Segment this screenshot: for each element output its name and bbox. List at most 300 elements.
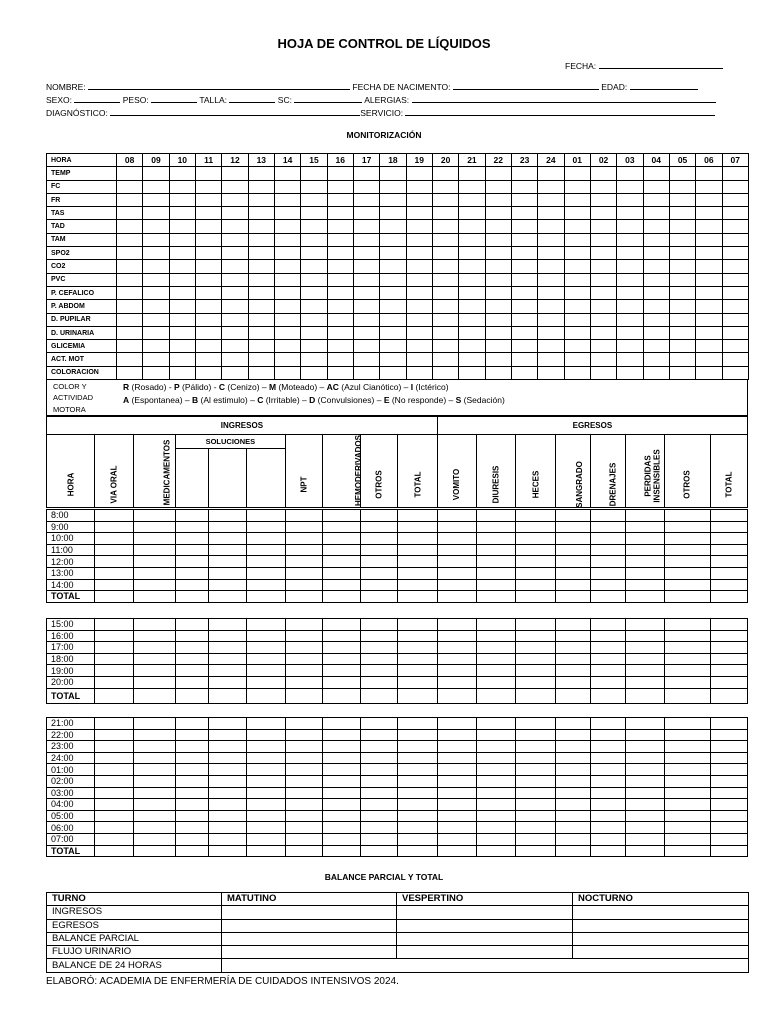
fluid-cell[interactable] bbox=[208, 833, 246, 845]
fluid-cell[interactable] bbox=[286, 822, 323, 834]
fluid-cell[interactable] bbox=[134, 822, 175, 834]
fluid-cell[interactable] bbox=[95, 822, 134, 834]
fluid-cell[interactable] bbox=[134, 642, 175, 654]
fluid-cell[interactable] bbox=[361, 567, 398, 579]
fluid-cell[interactable] bbox=[664, 579, 710, 591]
monitor-cell[interactable] bbox=[643, 220, 669, 233]
fluid-cell[interactable] bbox=[477, 718, 516, 730]
monitor-cell[interactable] bbox=[169, 300, 195, 313]
fluid-cell[interactable] bbox=[516, 833, 555, 845]
monitor-cell[interactable] bbox=[617, 353, 643, 366]
total-cell[interactable] bbox=[710, 591, 747, 603]
monitor-cell[interactable] bbox=[590, 340, 616, 353]
fluid-cell[interactable] bbox=[398, 653, 437, 665]
fluid-cell[interactable] bbox=[664, 718, 710, 730]
monitor-cell[interactable] bbox=[511, 313, 537, 326]
monitor-cell[interactable] bbox=[459, 220, 485, 233]
fluid-cell[interactable] bbox=[664, 521, 710, 533]
monitor-cell[interactable] bbox=[117, 326, 143, 339]
monitor-cell[interactable] bbox=[511, 340, 537, 353]
monitor-cell[interactable] bbox=[117, 273, 143, 286]
fluid-cell[interactable] bbox=[286, 567, 323, 579]
monitor-cell[interactable] bbox=[669, 247, 695, 260]
fluid-cell[interactable] bbox=[664, 676, 710, 688]
fluid-cell[interactable] bbox=[361, 521, 398, 533]
monitor-cell[interactable] bbox=[564, 193, 590, 206]
fluid-cell[interactable] bbox=[361, 556, 398, 568]
monitor-cell[interactable] bbox=[406, 326, 432, 339]
total-cell[interactable] bbox=[95, 845, 134, 857]
total-cell[interactable] bbox=[361, 845, 398, 857]
monitor-cell[interactable] bbox=[406, 220, 432, 233]
monitor-cell[interactable] bbox=[327, 340, 353, 353]
monitor-cell[interactable] bbox=[169, 260, 195, 273]
fluid-cell[interactable] bbox=[323, 630, 361, 642]
monitor-cell[interactable] bbox=[327, 286, 353, 299]
monitor-cell[interactable] bbox=[459, 233, 485, 246]
fluid-cell[interactable] bbox=[323, 510, 361, 522]
monitor-cell[interactable] bbox=[564, 247, 590, 260]
monitor-cell[interactable] bbox=[353, 300, 379, 313]
monitor-cell[interactable] bbox=[459, 353, 485, 366]
fluid-cell[interactable] bbox=[246, 619, 285, 631]
monitor-cell[interactable] bbox=[406, 193, 432, 206]
monitor-cell[interactable] bbox=[274, 340, 300, 353]
fluid-cell[interactable] bbox=[664, 665, 710, 677]
monitor-cell[interactable] bbox=[274, 313, 300, 326]
monitor-cell[interactable] bbox=[432, 326, 458, 339]
monitor-cell[interactable] bbox=[722, 233, 748, 246]
monitor-cell[interactable] bbox=[538, 193, 564, 206]
monitor-cell[interactable] bbox=[169, 366, 195, 379]
fluid-cell[interactable] bbox=[95, 556, 134, 568]
monitor-cell[interactable] bbox=[169, 220, 195, 233]
monitor-cell[interactable] bbox=[406, 313, 432, 326]
monitor-cell[interactable] bbox=[459, 193, 485, 206]
monitor-cell[interactable] bbox=[590, 220, 616, 233]
fluid-cell[interactable] bbox=[555, 619, 590, 631]
fluid-cell[interactable] bbox=[516, 556, 555, 568]
monitor-cell[interactable] bbox=[722, 326, 748, 339]
fluid-cell[interactable] bbox=[625, 729, 664, 741]
monitor-cell[interactable] bbox=[222, 286, 248, 299]
fluid-cell[interactable] bbox=[323, 642, 361, 654]
fluid-cell[interactable] bbox=[175, 775, 208, 787]
monitor-cell[interactable] bbox=[643, 286, 669, 299]
monitor-cell[interactable] bbox=[327, 193, 353, 206]
fluid-cell[interactable] bbox=[590, 718, 625, 730]
fluid-cell[interactable] bbox=[286, 579, 323, 591]
fluid-cell[interactable] bbox=[477, 533, 516, 545]
monitor-cell[interactable] bbox=[169, 167, 195, 180]
monitor-cell[interactable] bbox=[722, 353, 748, 366]
monitor-cell[interactable] bbox=[511, 260, 537, 273]
monitor-cell[interactable] bbox=[327, 353, 353, 366]
monitor-cell[interactable] bbox=[669, 193, 695, 206]
fluid-cell[interactable] bbox=[208, 533, 246, 545]
monitor-cell[interactable] bbox=[248, 353, 274, 366]
balance-cell[interactable] bbox=[573, 946, 749, 959]
fluid-cell[interactable] bbox=[246, 799, 285, 811]
monitor-cell[interactable] bbox=[117, 233, 143, 246]
monitor-cell[interactable] bbox=[301, 220, 327, 233]
monitor-cell[interactable] bbox=[301, 353, 327, 366]
fluid-cell[interactable] bbox=[361, 787, 398, 799]
fluid-cell[interactable] bbox=[477, 810, 516, 822]
monitor-cell[interactable] bbox=[564, 273, 590, 286]
balance-24h-cell[interactable] bbox=[222, 959, 749, 972]
monitor-cell[interactable] bbox=[274, 353, 300, 366]
monitor-cell[interactable] bbox=[143, 167, 169, 180]
fluid-cell[interactable] bbox=[323, 718, 361, 730]
fluid-cell[interactable] bbox=[555, 665, 590, 677]
monitor-cell[interactable] bbox=[222, 180, 248, 193]
monitor-cell[interactable] bbox=[353, 193, 379, 206]
monitor-cell[interactable] bbox=[169, 273, 195, 286]
monitor-cell[interactable] bbox=[301, 326, 327, 339]
monitor-cell[interactable] bbox=[564, 286, 590, 299]
fluid-cell[interactable] bbox=[398, 579, 437, 591]
fluid-cell[interactable] bbox=[246, 764, 285, 776]
fluid-cell[interactable] bbox=[246, 510, 285, 522]
fluid-cell[interactable] bbox=[134, 619, 175, 631]
fluid-cell[interactable] bbox=[710, 533, 747, 545]
monitor-cell[interactable] bbox=[195, 193, 221, 206]
fluid-cell[interactable] bbox=[361, 533, 398, 545]
fluid-cell[interactable] bbox=[134, 556, 175, 568]
fluid-cell[interactable] bbox=[398, 775, 437, 787]
fluid-cell[interactable] bbox=[555, 642, 590, 654]
fluid-cell[interactable] bbox=[437, 718, 476, 730]
monitor-cell[interactable] bbox=[143, 233, 169, 246]
fluid-cell[interactable] bbox=[437, 521, 476, 533]
monitor-cell[interactable] bbox=[248, 247, 274, 260]
monitor-cell[interactable] bbox=[643, 193, 669, 206]
fluid-cell[interactable] bbox=[477, 642, 516, 654]
monitor-cell[interactable] bbox=[406, 273, 432, 286]
fluid-cell[interactable] bbox=[95, 718, 134, 730]
monitor-cell[interactable] bbox=[117, 286, 143, 299]
monitor-cell[interactable] bbox=[669, 366, 695, 379]
monitor-cell[interactable] bbox=[117, 167, 143, 180]
fluid-cell[interactable] bbox=[710, 630, 747, 642]
fluid-cell[interactable] bbox=[625, 630, 664, 642]
monitor-cell[interactable] bbox=[722, 180, 748, 193]
monitor-cell[interactable] bbox=[169, 207, 195, 220]
total-cell[interactable] bbox=[361, 591, 398, 603]
monitor-cell[interactable] bbox=[222, 247, 248, 260]
monitor-cell[interactable] bbox=[696, 286, 722, 299]
peso-field[interactable] bbox=[151, 93, 197, 103]
nombre-field[interactable] bbox=[88, 80, 350, 90]
monitor-cell[interactable] bbox=[406, 300, 432, 313]
monitor-cell[interactable] bbox=[432, 247, 458, 260]
monitor-cell[interactable] bbox=[511, 286, 537, 299]
monitor-cell[interactable] bbox=[380, 353, 406, 366]
monitor-cell[interactable] bbox=[432, 193, 458, 206]
monitor-cell[interactable] bbox=[722, 193, 748, 206]
fluid-cell[interactable] bbox=[710, 822, 747, 834]
monitor-cell[interactable] bbox=[195, 247, 221, 260]
fluid-cell[interactable] bbox=[361, 510, 398, 522]
monitor-cell[interactable] bbox=[643, 326, 669, 339]
fluid-cell[interactable] bbox=[590, 729, 625, 741]
monitor-cell[interactable] bbox=[485, 193, 511, 206]
fluid-cell[interactable] bbox=[134, 533, 175, 545]
fluid-cell[interactable] bbox=[516, 521, 555, 533]
fluid-cell[interactable] bbox=[134, 630, 175, 642]
fluid-cell[interactable] bbox=[625, 544, 664, 556]
monitor-cell[interactable] bbox=[353, 353, 379, 366]
fluid-cell[interactable] bbox=[175, 533, 208, 545]
monitor-cell[interactable] bbox=[432, 167, 458, 180]
fluid-cell[interactable] bbox=[555, 822, 590, 834]
monitor-cell[interactable] bbox=[248, 366, 274, 379]
monitor-cell[interactable] bbox=[195, 260, 221, 273]
monitor-cell[interactable] bbox=[195, 326, 221, 339]
fluid-cell[interactable] bbox=[323, 741, 361, 753]
monitor-cell[interactable] bbox=[380, 300, 406, 313]
monitor-cell[interactable] bbox=[643, 273, 669, 286]
monitor-cell[interactable] bbox=[564, 340, 590, 353]
fluid-cell[interactable] bbox=[710, 729, 747, 741]
monitor-cell[interactable] bbox=[459, 340, 485, 353]
monitor-cell[interactable] bbox=[643, 207, 669, 220]
balance-cell[interactable] bbox=[573, 919, 749, 932]
fluid-cell[interactable] bbox=[95, 579, 134, 591]
fluid-cell[interactable] bbox=[710, 741, 747, 753]
fluid-cell[interactable] bbox=[477, 510, 516, 522]
fluid-cell[interactable] bbox=[208, 642, 246, 654]
fluid-cell[interactable] bbox=[590, 642, 625, 654]
monitor-cell[interactable] bbox=[406, 340, 432, 353]
monitor-cell[interactable] bbox=[459, 260, 485, 273]
fluid-cell[interactable] bbox=[175, 619, 208, 631]
monitor-cell[interactable] bbox=[564, 260, 590, 273]
fluid-cell[interactable] bbox=[246, 579, 285, 591]
monitor-cell[interactable] bbox=[353, 180, 379, 193]
fluid-cell[interactable] bbox=[516, 676, 555, 688]
fluid-cell[interactable] bbox=[625, 556, 664, 568]
monitor-cell[interactable] bbox=[169, 193, 195, 206]
fluid-cell[interactable] bbox=[516, 729, 555, 741]
monitor-cell[interactable] bbox=[117, 353, 143, 366]
monitor-cell[interactable] bbox=[459, 247, 485, 260]
fluid-cell[interactable] bbox=[555, 579, 590, 591]
fluid-cell[interactable] bbox=[95, 521, 134, 533]
fluid-cell[interactable] bbox=[625, 822, 664, 834]
monitor-cell[interactable] bbox=[722, 313, 748, 326]
fluid-cell[interactable] bbox=[175, 579, 208, 591]
fluid-cell[interactable] bbox=[590, 822, 625, 834]
monitor-cell[interactable] bbox=[222, 326, 248, 339]
fluid-cell[interactable] bbox=[625, 810, 664, 822]
monitor-cell[interactable] bbox=[195, 207, 221, 220]
fluid-cell[interactable] bbox=[710, 718, 747, 730]
monitor-cell[interactable] bbox=[353, 273, 379, 286]
fluid-cell[interactable] bbox=[246, 567, 285, 579]
monitor-cell[interactable] bbox=[590, 300, 616, 313]
monitor-cell[interactable] bbox=[143, 313, 169, 326]
diagnostico-field[interactable] bbox=[110, 106, 360, 116]
fluid-cell[interactable] bbox=[134, 799, 175, 811]
fluid-cell[interactable] bbox=[361, 676, 398, 688]
fluid-cell[interactable] bbox=[437, 810, 476, 822]
fluid-cell[interactable] bbox=[516, 787, 555, 799]
fluid-cell[interactable] bbox=[477, 822, 516, 834]
monitor-cell[interactable] bbox=[696, 326, 722, 339]
fluid-cell[interactable] bbox=[134, 764, 175, 776]
fluid-cell[interactable] bbox=[398, 799, 437, 811]
fluid-cell[interactable] bbox=[323, 752, 361, 764]
fluid-cell[interactable] bbox=[590, 630, 625, 642]
fluid-cell[interactable] bbox=[555, 556, 590, 568]
monitor-cell[interactable] bbox=[511, 180, 537, 193]
monitor-cell[interactable] bbox=[485, 220, 511, 233]
fluid-cell[interactable] bbox=[437, 676, 476, 688]
alergias-field[interactable] bbox=[412, 93, 716, 103]
monitor-cell[interactable] bbox=[169, 313, 195, 326]
fluid-cell[interactable] bbox=[625, 676, 664, 688]
fluid-cell[interactable] bbox=[555, 567, 590, 579]
fluid-cell[interactable] bbox=[134, 729, 175, 741]
fluid-cell[interactable] bbox=[664, 787, 710, 799]
monitor-cell[interactable] bbox=[511, 233, 537, 246]
talla-field[interactable] bbox=[229, 93, 275, 103]
total-cell[interactable] bbox=[95, 688, 134, 703]
monitor-cell[interactable] bbox=[222, 260, 248, 273]
total-cell[interactable] bbox=[246, 591, 285, 603]
fluid-cell[interactable] bbox=[437, 630, 476, 642]
fluid-cell[interactable] bbox=[134, 510, 175, 522]
monitor-cell[interactable] bbox=[590, 366, 616, 379]
monitor-cell[interactable] bbox=[564, 366, 590, 379]
fluid-cell[interactable] bbox=[477, 752, 516, 764]
monitor-cell[interactable] bbox=[643, 247, 669, 260]
monitor-cell[interactable] bbox=[485, 167, 511, 180]
fluid-cell[interactable] bbox=[246, 822, 285, 834]
total-cell[interactable] bbox=[516, 688, 555, 703]
monitor-cell[interactable] bbox=[485, 340, 511, 353]
fluid-cell[interactable] bbox=[398, 619, 437, 631]
fluid-cell[interactable] bbox=[95, 787, 134, 799]
monitor-cell[interactable] bbox=[143, 207, 169, 220]
fluid-cell[interactable] bbox=[516, 642, 555, 654]
fluid-cell[interactable] bbox=[95, 799, 134, 811]
monitor-cell[interactable] bbox=[222, 313, 248, 326]
fluid-cell[interactable] bbox=[625, 741, 664, 753]
monitor-cell[interactable] bbox=[459, 207, 485, 220]
fluid-cell[interactable] bbox=[625, 653, 664, 665]
monitor-cell[interactable] bbox=[511, 353, 537, 366]
solucion-3-column[interactable] bbox=[246, 449, 285, 508]
monitor-cell[interactable] bbox=[696, 273, 722, 286]
monitor-cell[interactable] bbox=[459, 326, 485, 339]
fluid-cell[interactable] bbox=[95, 533, 134, 545]
fluid-cell[interactable] bbox=[664, 810, 710, 822]
monitor-cell[interactable] bbox=[117, 300, 143, 313]
fluid-cell[interactable] bbox=[477, 521, 516, 533]
monitor-cell[interactable] bbox=[564, 353, 590, 366]
monitor-cell[interactable] bbox=[696, 260, 722, 273]
monitor-cell[interactable] bbox=[301, 167, 327, 180]
monitor-cell[interactable] bbox=[617, 300, 643, 313]
fluid-cell[interactable] bbox=[516, 822, 555, 834]
fluid-cell[interactable] bbox=[590, 556, 625, 568]
monitor-cell[interactable] bbox=[590, 193, 616, 206]
total-cell[interactable] bbox=[175, 591, 208, 603]
monitor-cell[interactable] bbox=[432, 260, 458, 273]
monitor-cell[interactable] bbox=[248, 260, 274, 273]
fluid-cell[interactable] bbox=[555, 752, 590, 764]
fluid-cell[interactable] bbox=[664, 741, 710, 753]
monitor-cell[interactable] bbox=[432, 313, 458, 326]
fluid-cell[interactable] bbox=[323, 775, 361, 787]
fluid-cell[interactable] bbox=[208, 718, 246, 730]
fluid-cell[interactable] bbox=[323, 810, 361, 822]
fluid-cell[interactable] bbox=[664, 799, 710, 811]
fluid-cell[interactable] bbox=[516, 567, 555, 579]
fluid-cell[interactable] bbox=[516, 764, 555, 776]
fluid-cell[interactable] bbox=[516, 653, 555, 665]
fluid-cell[interactable] bbox=[664, 729, 710, 741]
fluid-cell[interactable] bbox=[134, 665, 175, 677]
fluid-cell[interactable] bbox=[323, 799, 361, 811]
fluid-cell[interactable] bbox=[323, 676, 361, 688]
total-cell[interactable] bbox=[323, 845, 361, 857]
monitor-cell[interactable] bbox=[406, 353, 432, 366]
fluid-cell[interactable] bbox=[555, 653, 590, 665]
monitor-cell[interactable] bbox=[380, 233, 406, 246]
total-cell[interactable] bbox=[175, 688, 208, 703]
monitor-cell[interactable] bbox=[327, 247, 353, 260]
fluid-cell[interactable] bbox=[625, 619, 664, 631]
fluid-cell[interactable] bbox=[516, 510, 555, 522]
monitor-cell[interactable] bbox=[617, 180, 643, 193]
monitor-cell[interactable] bbox=[143, 247, 169, 260]
monitor-cell[interactable] bbox=[722, 286, 748, 299]
monitor-cell[interactable] bbox=[301, 313, 327, 326]
fluid-cell[interactable] bbox=[246, 653, 285, 665]
fluid-cell[interactable] bbox=[398, 642, 437, 654]
monitor-cell[interactable] bbox=[538, 167, 564, 180]
fluid-cell[interactable] bbox=[477, 799, 516, 811]
monitor-cell[interactable] bbox=[274, 180, 300, 193]
fluid-cell[interactable] bbox=[437, 556, 476, 568]
monitor-cell[interactable] bbox=[485, 207, 511, 220]
fluid-cell[interactable] bbox=[477, 741, 516, 753]
monitor-cell[interactable] bbox=[327, 300, 353, 313]
fluid-cell[interactable] bbox=[590, 521, 625, 533]
fluid-cell[interactable] bbox=[361, 642, 398, 654]
fluid-cell[interactable] bbox=[95, 630, 134, 642]
fluid-cell[interactable] bbox=[590, 579, 625, 591]
monitor-cell[interactable] bbox=[538, 313, 564, 326]
fluid-cell[interactable] bbox=[398, 787, 437, 799]
monitor-cell[interactable] bbox=[274, 193, 300, 206]
monitor-cell[interactable] bbox=[380, 247, 406, 260]
monitor-cell[interactable] bbox=[195, 340, 221, 353]
total-cell[interactable] bbox=[477, 845, 516, 857]
monitor-cell[interactable] bbox=[643, 233, 669, 246]
fluid-cell[interactable] bbox=[286, 764, 323, 776]
fluid-cell[interactable] bbox=[590, 775, 625, 787]
fluid-cell[interactable] bbox=[361, 579, 398, 591]
fluid-cell[interactable] bbox=[625, 642, 664, 654]
fluid-cell[interactable] bbox=[361, 729, 398, 741]
fluid-cell[interactable] bbox=[208, 510, 246, 522]
total-cell[interactable] bbox=[437, 845, 476, 857]
